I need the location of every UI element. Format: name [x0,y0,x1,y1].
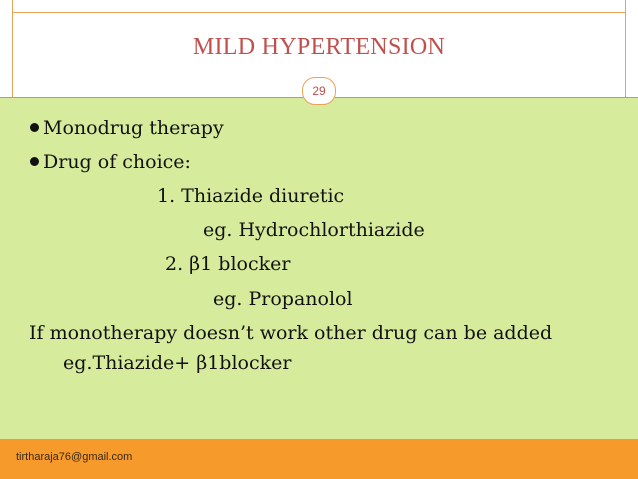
bullet-text: Monodrug therapy [43,117,224,139]
bullet-text: Drug of choice: [43,151,191,173]
combination-note: If monotherapy doesn’t work other drug can be added [29,322,553,344]
drug-line: 1. Thiazide diuretic [157,185,345,207]
combination-example: eg.Thiazide+ β1blocker [63,352,292,374]
bullet-item [30,151,191,173]
page-number-badge: 29 [302,77,336,105]
drug-example-line: eg. Hydrochlorthiazide [203,219,425,241]
bullet-dot-icon [30,157,39,166]
drug-line: 2. β1 blocker [165,253,291,275]
bullet-item [30,117,224,139]
slide-title: MILD HYPERTENSION [192,34,446,60]
footer-email: tirtharaja76@gmail.com [16,451,133,463]
drug-example-line: eg. Propanolol [213,288,353,310]
bullet-dot-icon [30,123,39,132]
